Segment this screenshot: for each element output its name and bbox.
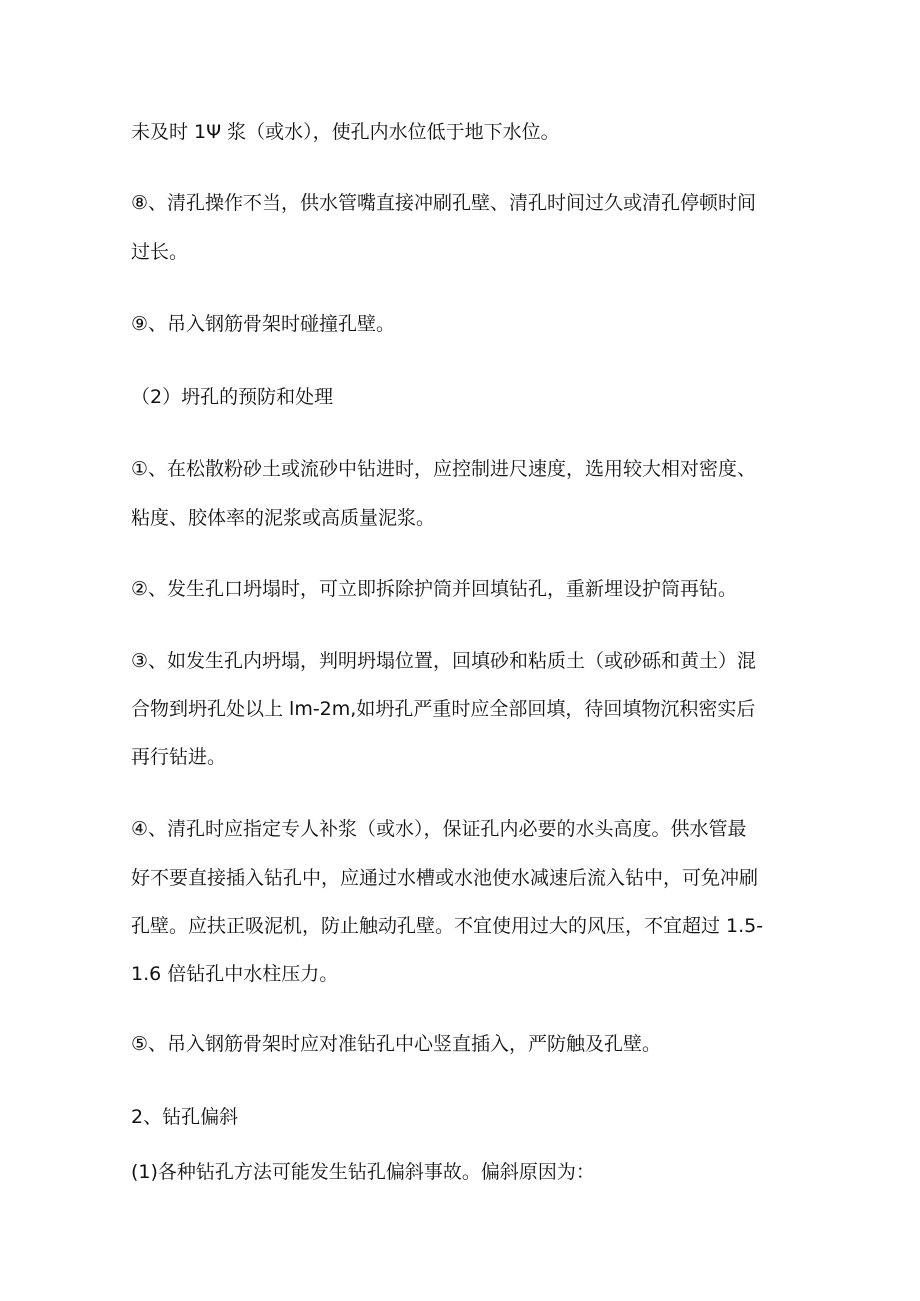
text-line: ②、发生孔口坍塌时，可立即拆除护筒并回填钻孔，重新埋设护筒再钻。 [131, 578, 738, 600]
text-line: 过长。 [131, 241, 189, 263]
text-line: 1.6 倍钻孔中水柱压力。 [131, 963, 339, 985]
text-line: 好不要直接插入钻孔中，应通过水槽或水池使水减速后流入钻中，可免冲刷 [131, 867, 759, 889]
text-line: ⑧、清孔操作不当，供水管嘴直接冲刷孔壁、清孔时间过久或清孔停顿时间 [131, 192, 757, 214]
text-line: 孔壁。应扶正吸泥机，防止触动孔壁。不宜使用过大的风压，不宜超过 1.5- [131, 915, 764, 937]
section-heading: 2、钻孔偏斜 [131, 1106, 239, 1128]
text-line: ④、清孔时应指定专人补浆（或水），保证孔内必要的水头高度。供水管最 [131, 818, 747, 840]
text-line: 再行钻进。 [131, 746, 227, 768]
text-line: ①、在松散粉砂土或流砂中钻进时，应控制进尺速度，选用较大相对密度、 [131, 458, 757, 480]
text-line: ③、如发生孔内坍塌，判明坍塌位置，回填砂和粘质土（或砂砾和黄土）混 [131, 650, 757, 672]
text-line: ⑤、吊入钢筋骨架时应对准钻孔中心竖直插入，严防触及孔壁。 [131, 1033, 662, 1055]
section-heading: （2）坍孔的预防和处理 [131, 386, 334, 408]
text-line: (1)各种钻孔方法可能发生钻孔偏斜事故。偏斜原因为： [131, 1161, 595, 1183]
text-line: ⑨、吊入钢筋骨架时碰撞孔壁。 [131, 313, 396, 335]
text-line: 粘度、胶体率的泥浆或高质量泥浆。 [131, 507, 436, 529]
text-line: 未及时 1Ψ 浆（或水），使孔内水位低于地下水位。 [131, 121, 560, 143]
text-line: 合物到坍孔处以上 lm-2m,如坍孔严重时应全部回填，待回填物沉积密实后 [131, 698, 756, 720]
